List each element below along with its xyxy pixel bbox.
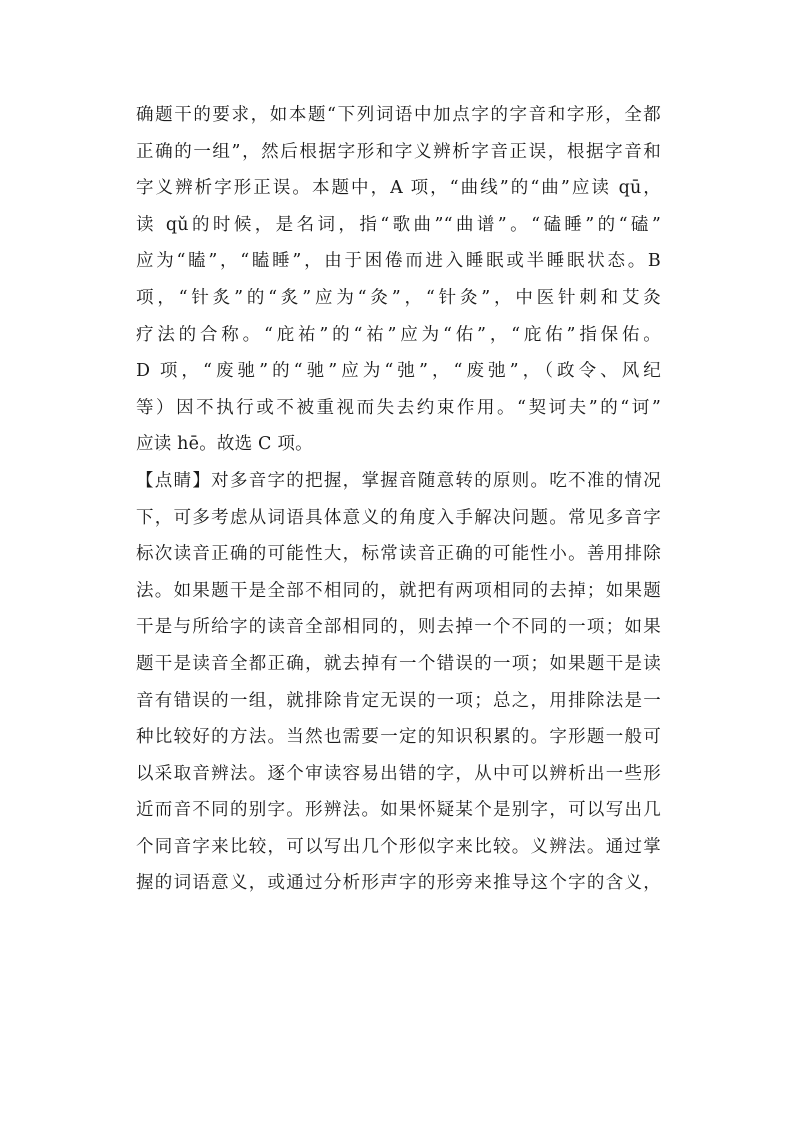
text-line: 项，“针炙”的“炙”应为“灸”，“针灸”，中医针刺和艾灸 [136,287,661,308]
text-line: 应读 hē。故选 C 项。 [136,434,313,455]
text-line: D 项，“废驰”的“驰”应为“弛”，“废弛”，（政令、风纪 [136,361,661,382]
tip-line: 种比较好的方法。当然也需要一定的知识积累的。字形题一般可 [136,727,661,748]
tip-line: 标次读音正确的可能性大，标常读音正确的可能性小。善用排除 [136,544,661,565]
text-line: 确题干的要求，如本题“下列词语中加点字的字音和字形，全都 [136,105,661,125]
tip-line: 干是与所给字的读音全部相同的，则去掉一个不同的一项；如果 [136,617,661,638]
tip-line: 以采取音辨法。逐个审读容易出错的字，从中可以辨析出一些形 [136,763,661,784]
answer-explanation-text [136,97,661,902]
text-line: 疗法的合称。“庇祐”的“祐”应为“佑”，“庇佑”指保佑。 [136,324,661,345]
text-line: 应为“瞌”，“瞌睡”，由于困倦而进入睡眠或半睡眠状态。B [136,251,661,272]
tip-line: 【点睛】对多音字的把握，掌握音随意转的原则。吃不准的情况 [136,470,661,491]
tip-line: 法。如果题干是全部不相同的，就把有两项相同的去掉；如果题 [136,580,661,601]
text-line: 正确的一组”，然后根据字形和字义辨析字音正误，根据字音和 [136,141,661,162]
text-line: 字义辨析字形正误。本题中，A 项，“曲线”的“曲”应读 qū， [136,178,661,199]
tip-line: 近而音不同的别字。形辨法。如果怀疑某个是别字，可以写出几 [136,800,661,821]
tip-line: 个同音字来比较，可以写出几个形似字来比较。义辨法。通过掌 [136,836,661,857]
tip-line: 题干是读音全都正确，就去掉有一个错误的一项；如果题干是读 [136,653,661,674]
text-line: 读 qǔ的时候，是名词，指“歌曲”“曲谱”。“磕睡”的“磕” [136,214,661,235]
tip-line: 下，可多考虑从词语具体意义的角度入手解决问题。常见多音字 [136,507,661,528]
text-line: 等）因不执行或不被重视而失去约束作用。“契诃夫”的“诃” [136,397,661,418]
tip-line: 握的词语意义，或通过分析形声字的形旁来推导这个字的含义， [136,873,661,894]
tip-line: 音有错误的一组，就排除肯定无误的一项；总之，用排除法是一 [136,690,661,711]
